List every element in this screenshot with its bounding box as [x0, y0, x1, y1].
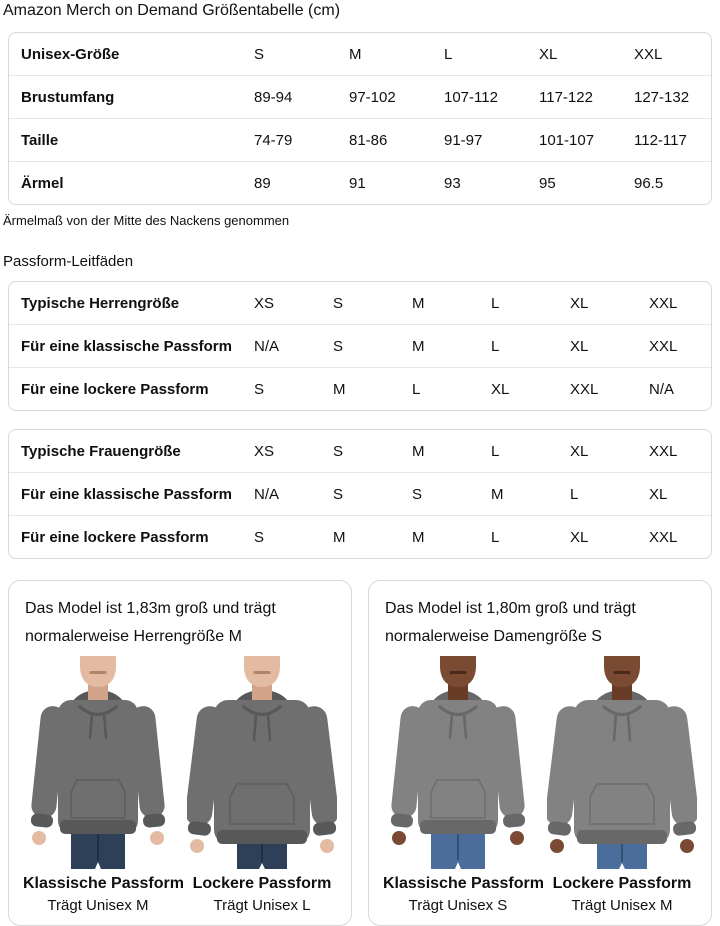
cell: XXL [649, 337, 678, 355]
cell: S [254, 528, 265, 546]
cell: S [333, 442, 344, 460]
model-photos [383, 656, 697, 916]
cell: XXL [649, 294, 678, 312]
cell: 96.5 [634, 174, 664, 192]
cell: 93 [444, 174, 461, 192]
cell: L [491, 337, 500, 355]
cell: 91 [349, 174, 366, 192]
table-row [9, 75, 711, 118]
cell: 89 [254, 174, 271, 192]
model-cards [8, 580, 712, 926]
column-header: L [444, 45, 453, 63]
cell: N/A [254, 485, 280, 503]
cell: 95 [539, 174, 556, 192]
cell: 127-132 [634, 88, 690, 106]
model-figure-loose [547, 656, 697, 916]
model-figure-classic [23, 656, 184, 916]
table-row [9, 515, 711, 558]
cell: XL [649, 485, 668, 503]
model-caption [23, 873, 184, 916]
row-label: Ärmel [21, 174, 64, 192]
sleeve-measure-note: Ärmelmaß von der Mitte des Nackens genommen [3, 213, 290, 228]
row-label: Brustumfang [21, 88, 115, 106]
cell: M [412, 442, 425, 460]
cell: M [412, 294, 425, 312]
fit-label: Lockere Passform [552, 875, 692, 892]
fit-label: Klassische Passform [383, 875, 544, 892]
model-caption [547, 873, 697, 916]
size-worn-label: Trägt Unisex M [571, 897, 673, 914]
cell: 91-97 [444, 131, 483, 149]
cell: N/A [254, 337, 280, 355]
model-description: Das Model ist 1,83m groß und trägt normalerweise Herrengröße M [25, 600, 276, 645]
cell: L [491, 528, 500, 546]
cell: XL [570, 294, 589, 312]
table-row [9, 324, 711, 367]
size-worn-label: Trägt Unisex M [47, 897, 149, 914]
row-label: Für eine klassische Passform [21, 337, 232, 355]
cell: XXL [649, 528, 678, 546]
cell: N/A [649, 380, 675, 398]
table-row [9, 430, 711, 472]
cell: 107-112 [444, 88, 498, 106]
column-header: M [349, 45, 362, 63]
cell: S [333, 485, 344, 503]
cell: XXL [649, 442, 678, 460]
model-photos [23, 656, 337, 916]
page-title: Amazon Merch on Demand Größentabelle (cm) [3, 2, 341, 19]
cell: XL [570, 528, 589, 546]
size-worn-label: Trägt Unisex L [213, 897, 311, 914]
male-model-classic-fit-photo [23, 656, 173, 869]
model-figure-classic [383, 656, 544, 916]
model-description: Das Model ist 1,80m groß und trägt normalerweise Damengröße S [385, 600, 636, 645]
row-label: Für eine lockere Passform [21, 380, 209, 398]
table-header-row [9, 33, 711, 75]
table-row [9, 282, 711, 324]
cell: L [491, 442, 500, 460]
cell: L [491, 294, 500, 312]
cell: M [333, 380, 346, 398]
cell: XL [570, 337, 589, 355]
cell: 101-107 [539, 131, 595, 149]
cell: M [412, 528, 425, 546]
model-card-women [368, 580, 712, 926]
column-header: XL [539, 45, 558, 63]
cell: S [412, 485, 423, 503]
cell: 89-94 [254, 88, 293, 106]
cell: S [254, 380, 265, 398]
column-header: S [254, 45, 265, 63]
row-label: Typische Frauengröße [21, 442, 181, 460]
cell: L [412, 380, 421, 398]
table-row [9, 161, 711, 204]
cell: M [333, 528, 346, 546]
fit-label: Klassische Passform [23, 875, 184, 892]
cell: S [333, 294, 344, 312]
table-row [9, 367, 711, 410]
model-figure-loose [187, 656, 337, 916]
cell: 74-79 [254, 131, 293, 149]
model-caption [383, 873, 544, 916]
fit-label: Lockere Passform [192, 875, 332, 892]
cell: 97-102 [349, 88, 396, 106]
cell: L [570, 485, 579, 503]
row-label: Taille [21, 131, 59, 149]
fit-table-men [8, 281, 712, 411]
model-card-men [8, 580, 352, 926]
female-model-loose-fit-photo [547, 656, 697, 869]
column-header: XXL [634, 45, 663, 63]
table-row [9, 472, 711, 515]
cell: 117-122 [539, 88, 593, 106]
cell: M [412, 337, 425, 355]
row-label: Typische Herrengröße [21, 294, 180, 312]
male-model-loose-fit-photo [187, 656, 337, 869]
fit-table-women [8, 429, 712, 559]
row-label: Für eine klassische Passform [21, 485, 232, 503]
cell: M [491, 485, 504, 503]
size-table [8, 32, 712, 205]
size-worn-label: Trägt Unisex S [408, 897, 508, 914]
cell: XL [570, 442, 589, 460]
model-caption [187, 873, 337, 916]
female-model-classic-fit-photo [383, 656, 533, 869]
cell: XS [254, 294, 275, 312]
fit-guides-heading: Passform-Leitfäden [3, 253, 134, 270]
table-row [9, 118, 711, 161]
cell: S [333, 337, 344, 355]
cell: XXL [570, 380, 599, 398]
row-label: Für eine lockere Passform [21, 528, 209, 546]
cell: XL [491, 380, 510, 398]
cell: XS [254, 442, 275, 460]
cell: 81-86 [349, 131, 388, 149]
cell: 112-117 [634, 131, 687, 149]
row-label: Unisex-Größe [21, 45, 120, 63]
